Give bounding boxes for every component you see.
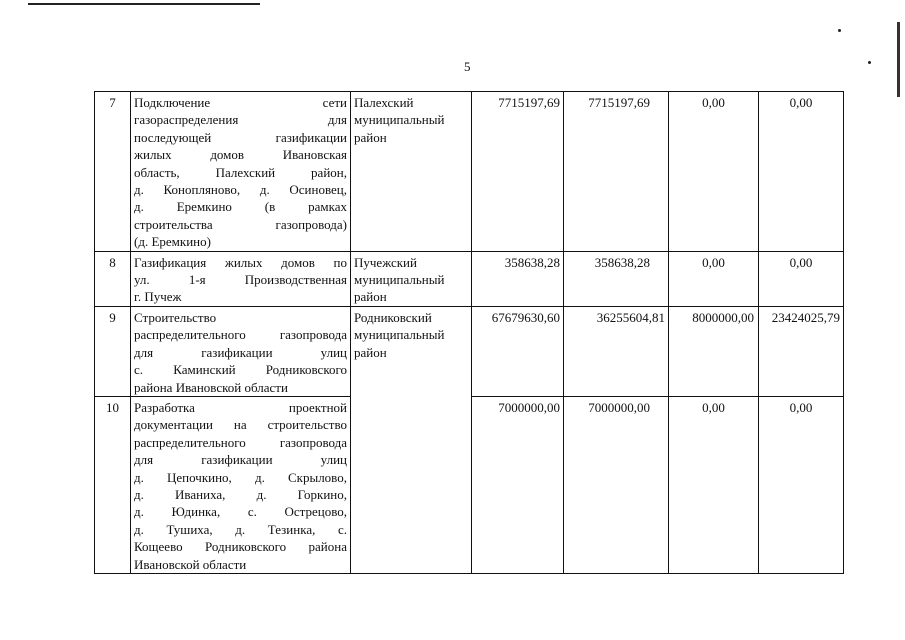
total-amount: 7000000,00 (472, 396, 564, 573)
row-number: 10 (95, 396, 131, 573)
projects-table (94, 91, 844, 574)
municipal-district: Пучежский муниципальный район (351, 251, 472, 306)
top-rule (28, 3, 260, 5)
amount-column-2: 36255604,81 (564, 306, 669, 396)
table-row (95, 251, 844, 306)
table-row (95, 92, 844, 252)
amount-column-2: 358638,28 (564, 251, 669, 306)
amount-column-2: 7000000,00 (564, 396, 669, 573)
row-number: 9 (95, 306, 131, 396)
scan-edge-mark (897, 22, 900, 97)
amount-column-4: 0,00 (759, 92, 844, 252)
amount-column-2: 7715197,69 (564, 92, 669, 252)
row-number: 8 (95, 251, 131, 306)
municipal-district: Палехский муниципальный район (351, 92, 472, 252)
amount-column-3: 8000000,00 (669, 306, 759, 396)
amount-column-3: 0,00 (669, 396, 759, 573)
row-number: 7 (95, 92, 131, 252)
amount-column-3: 0,00 (669, 251, 759, 306)
total-amount: 358638,28 (472, 251, 564, 306)
scan-speck (838, 29, 841, 32)
amount-column-3: 0,00 (669, 92, 759, 252)
total-amount: 7715197,69 (472, 92, 564, 252)
scan-speck (868, 61, 871, 64)
municipal-district: Родниковский муниципальный район (351, 306, 472, 573)
total-amount: 67679630,60 (472, 306, 564, 396)
project-description: Строительство распределительного газопровода для газификации улиц с. Каминский Родниковского района Ивановской области (131, 306, 351, 396)
page-number: 5 (464, 59, 471, 74)
amount-column-4: 23424025,79 (759, 306, 844, 396)
amount-column-4: 0,00 (759, 251, 844, 306)
project-description: Газификация жилых домов по ул. 1-я Производственная г. Пучеж (131, 251, 351, 306)
amount-column-4: 0,00 (759, 396, 844, 573)
project-description: Подключение сети газораспределения для последующей газификации жилых домов Ивановская область, Палехский район, д. Коноплянoво, д. Осиновец, д. Еремкино (в рамках строительства газопровода) (д. Еремкино) (131, 92, 351, 252)
table-row (95, 306, 844, 396)
project-description: Разработка проектной документации на строительство распределительного газопровода для газификации улиц д. Цепочкино, д. Скрылово, д. Иваниха, д. Горкино, д. Юдинка, с. Острецово, д. Тушиха, д. Тезинка, с. Кощеево Родниковского района Ивановской области (131, 396, 351, 573)
